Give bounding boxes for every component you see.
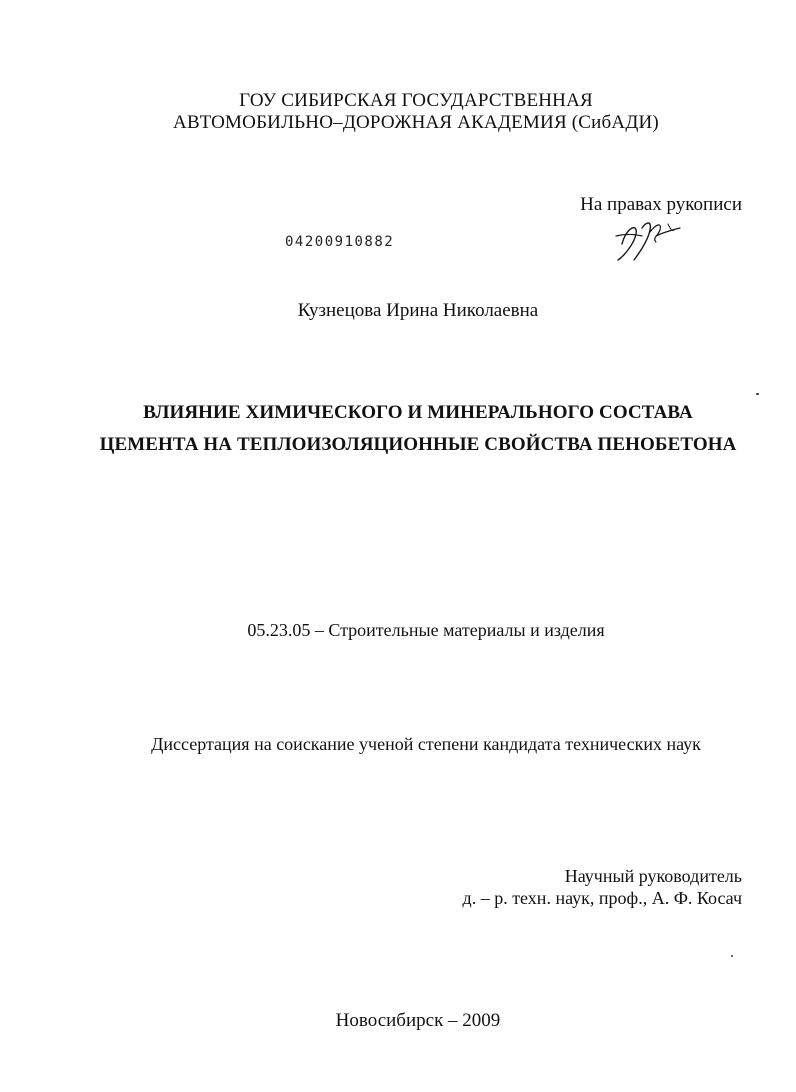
manuscript-note: На правах рукописи: [580, 194, 742, 215]
author-name: Кузнецова Ирина Николаевна: [297, 300, 539, 321]
scan-speck: [756, 393, 759, 395]
institution-line-1: ГОУ СИБИРСКАЯ ГОСУДАРСТВЕННАЯ: [239, 90, 593, 111]
supervisor-label: Научный руководитель: [564, 866, 742, 886]
catalog-number: 04200910882: [285, 234, 395, 250]
specialty-code: 05.23.05 – Строительные материалы и изделия: [247, 620, 605, 640]
institution-line-2: АВТОМОБИЛЬНО–ДОРОЖНАЯ АКАДЕМИЯ (СибАДИ): [173, 112, 659, 133]
handwritten-signature: [612, 214, 684, 264]
supervisor-name: д. – р. техн. наук, проф., А. Ф. Косач: [462, 888, 742, 908]
dissertation-title-line-1: ВЛИЯНИЕ ХИМИЧЕСКОГО И МИНЕРАЛЬНОГО СОСТАВА: [143, 402, 693, 423]
scan-speck: [731, 955, 733, 957]
dissertation-title-line-2: ЦЕМЕНТА НА ТЕПЛОИЗОЛЯЦИОННЫЕ СВОЙСТВА ПЕНОБЕТОНА: [99, 434, 737, 455]
city-year: Новосибирск – 2009: [335, 1010, 501, 1031]
degree-statement: Диссертация на соискание ученой степени кандидата технических наук: [151, 734, 701, 754]
